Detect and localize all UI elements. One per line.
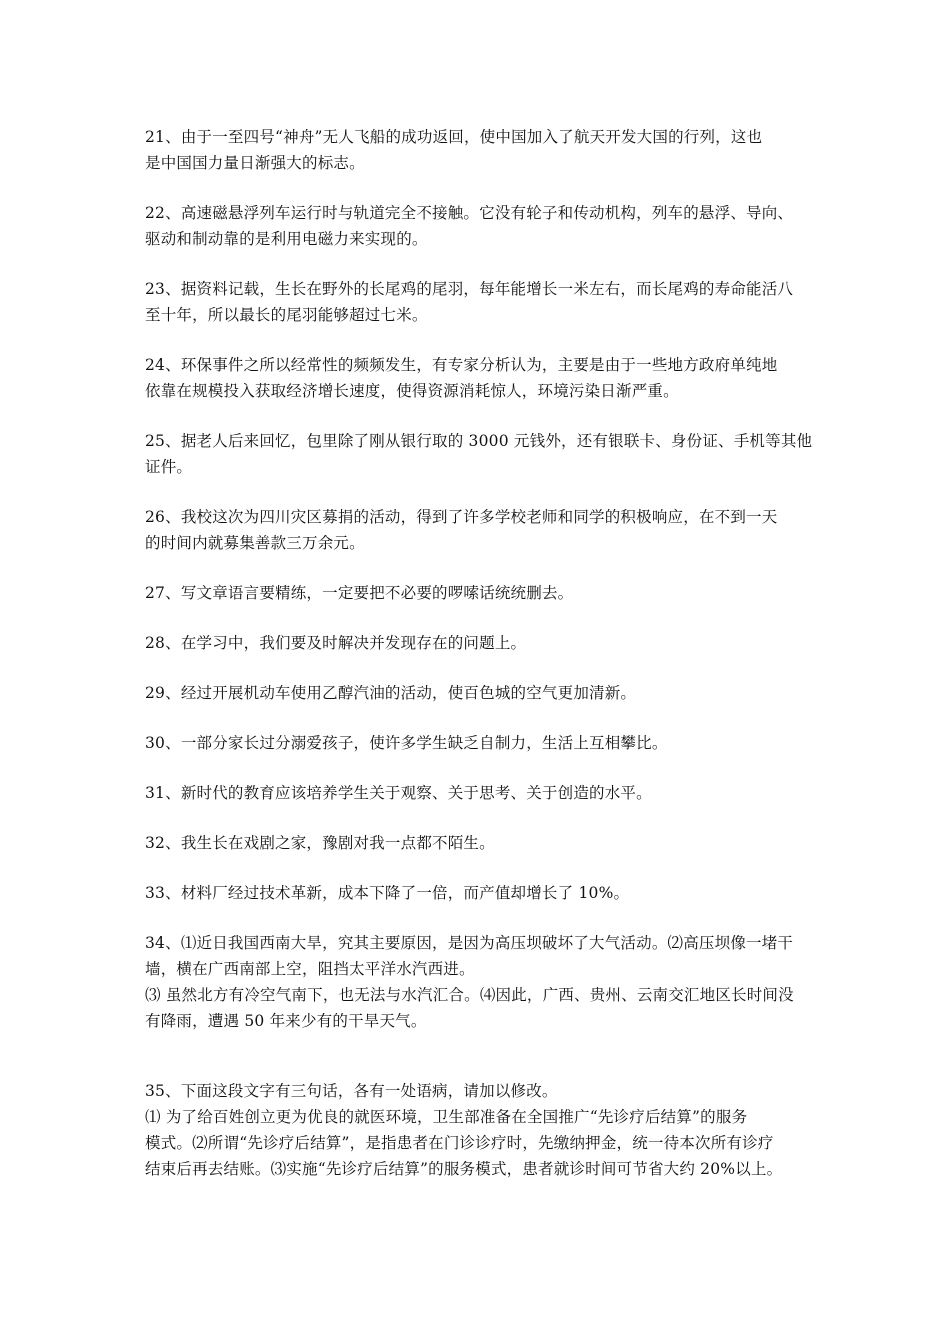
text-line: 至十年，所以最长的尾羽能够超过七米。 [145,306,428,324]
document-body [145,124,815,1206]
text-line: ⑶ 虽然北方有冷空气南下，也无法与水汽汇合。⑷因此，广西、贵州、云南交汇地区长时间没 [145,986,794,1004]
question-29 [145,680,815,706]
question-26 [145,504,815,556]
text-line: 模式。⑵所谓“先诊疗后结算”，是指患者在门诊诊疗时，先缴纳押金，统一待本次所有诊疗 [145,1134,774,1152]
text-line: 有降雨，遭遇 50 年来少有的干旱天气。 [145,1012,427,1030]
text-line: 是中国国力量日渐强大的标志。 [145,154,365,172]
question-23 [145,276,815,328]
text-line: 27、写文章语言要精练，一定要把不必要的啰嗦话统统删去。 [145,584,574,602]
text-line: 24、环保事件之所以经常性的频频发生，有专家分析认为，主要是由于一些地方政府单纯地 [145,356,778,374]
text-line: 25、据老人后来回忆，包里除了刚从银行取的 3000 元钱外，还有银联卡、身份证、手机等其他 [145,432,813,450]
text-line: 22、高速磁悬浮列车运行时与轨道完全不接触。它没有轮子和传动机构，列车的悬浮、导向、 [145,204,794,222]
text-line: ⑴ 为了给百姓创立更为优良的就医环境，卫生部准备在全国推广“先诊疗后结算”的服务 [145,1108,748,1126]
text-line: 32、我生长在戏剧之家，豫剧对我一点都不陌生。 [145,834,495,852]
text-line: 33、材料厂经过技术革新，成本下降了一倍，而产值却增长了 10%。 [145,884,630,902]
text-line: 26、我校这次为四川灾区募捐的活动，得到了许多学校老师和同学的积极响应，在不到一天 [145,508,778,526]
text-line: 依靠在规模投入获取经济增长速度，使得资源消耗惊人，环境污染日渐严重。 [145,382,679,400]
text-line: 34、⑴近日我国西南大旱，究其主要原因，是因为高压坝破坏了大气活动。⑵高压坝像一堵干 [145,934,794,952]
text-line: 结束后再去结账。⑶实施“先诊疗后结算”的服务模式，患者就诊时间可节省大约 20%以上。 [145,1160,783,1178]
question-31 [145,780,815,806]
text-line: 35、下面这段文字有三句话，各有一处语病，请加以修改。 [145,1082,558,1100]
question-28 [145,630,815,656]
question-25 [145,428,815,480]
text-line: 23、据资料记载，生长在野外的长尾鸡的尾羽，每年能增长一米左右，而长尾鸡的寿命能活八 [145,280,794,298]
question-32 [145,830,815,856]
question-35 [145,1078,815,1182]
question-24 [145,352,815,404]
text-line: 29、经过开展机动车使用乙醇汽油的活动，使百色城的空气更加清新。 [145,684,637,702]
text-line: 28、在学习中，我们要及时解决并发现存在的问题上。 [145,634,527,652]
text-line: 证件。 [145,458,193,476]
question-27 [145,580,815,606]
question-30 [145,730,815,756]
text-line: 21、由于一至四号“神舟”无人飞船的成功返回，使中国加入了航天开发大国的行列，这也 [145,128,763,146]
text-line: 墙，横在广西南部上空，阻挡太平洋水汽西进。 [145,960,475,978]
question-34 [145,930,815,1034]
question-33 [145,880,815,906]
text-line: 的时间内就募集善款三万余元。 [145,534,365,552]
question-22 [145,200,815,252]
text-line: 30、一部分家长过分溺爱孩子，使许多学生缺乏自制力，生活上互相攀比。 [145,734,668,752]
question-21 [145,124,815,176]
text-line: 31、新时代的教育应该培养学生关于观察、关于思考、关于创造的水平。 [145,784,652,802]
text-line: 驱动和制动靠的是利用电磁力来实现的。 [145,230,428,248]
